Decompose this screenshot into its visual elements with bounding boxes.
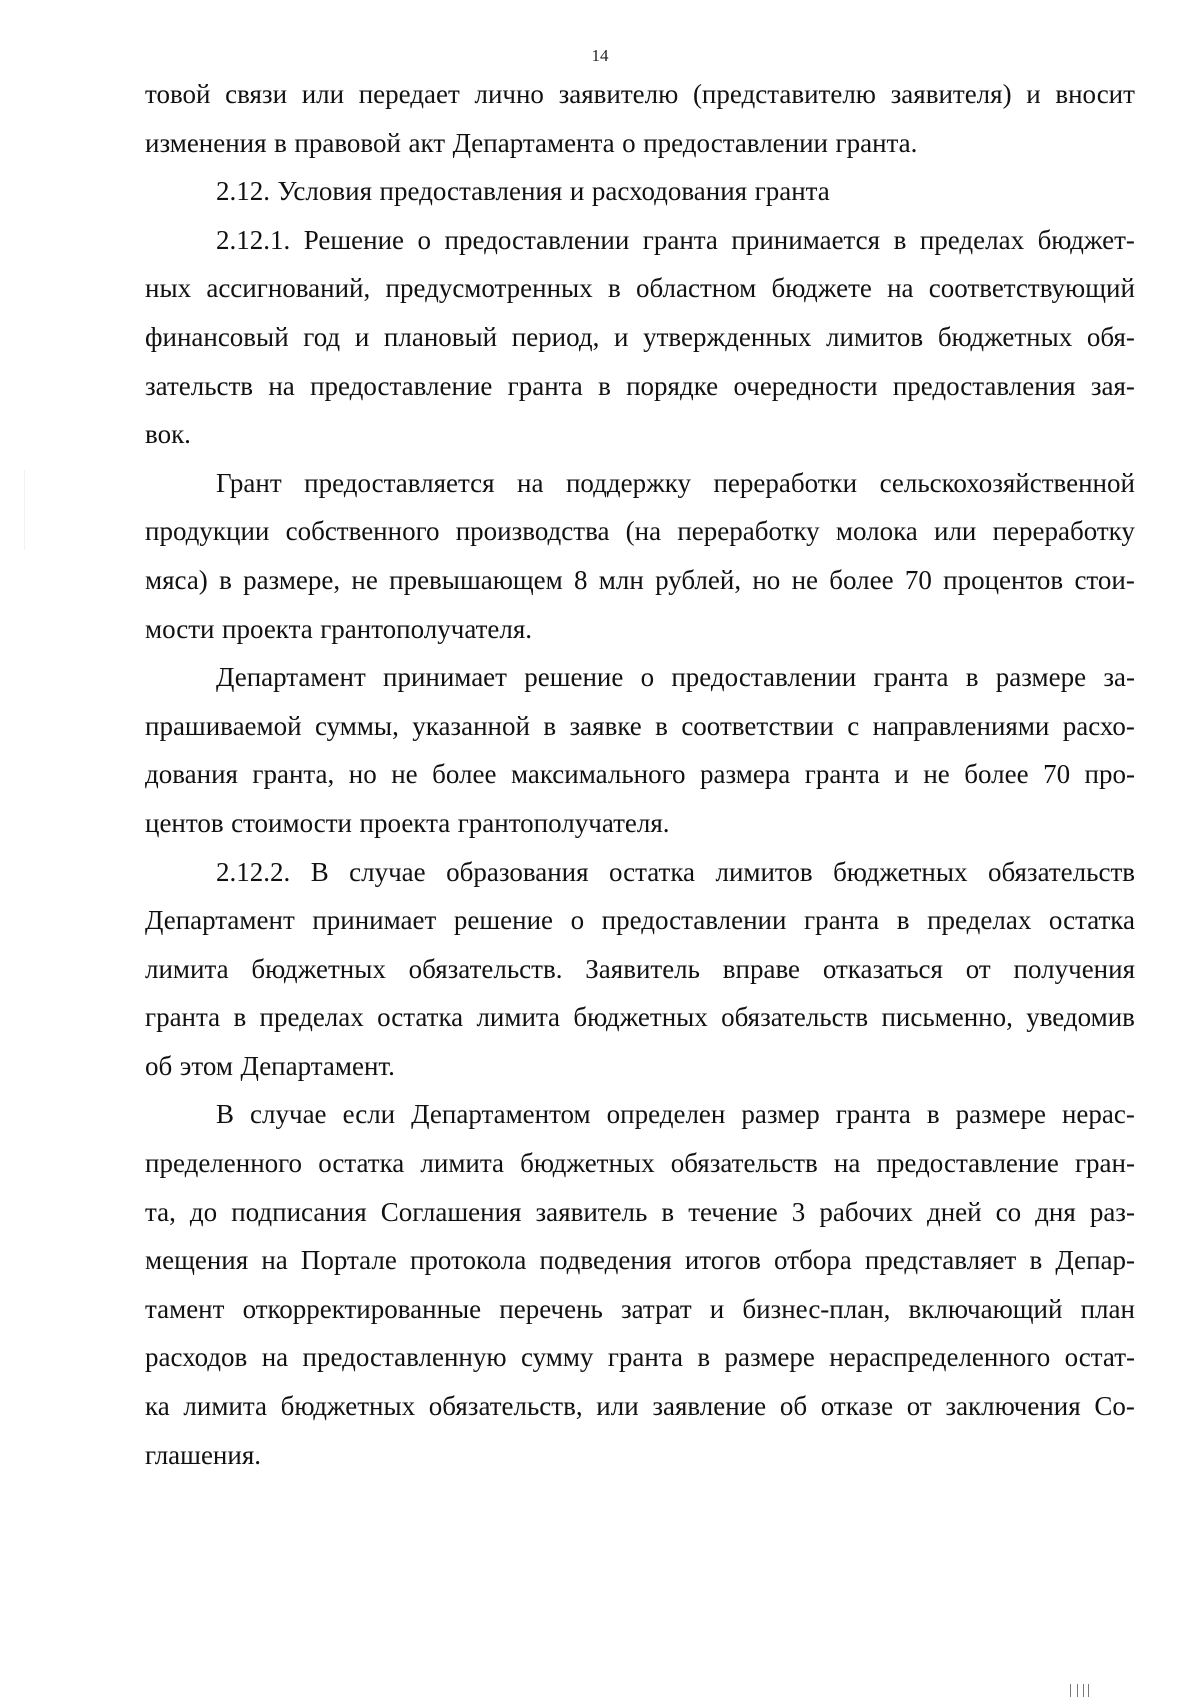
word: письменно, [881, 1002, 1013, 1033]
word: млн [598, 564, 644, 595]
word: ка [145, 1391, 170, 1422]
word: Заявитель [585, 953, 700, 984]
word: в [926, 1099, 940, 1130]
word: затрат [620, 1293, 692, 1324]
word: на [268, 370, 295, 401]
word: В [216, 1099, 235, 1130]
word: вправе [722, 953, 801, 984]
text-line [145, 945, 1135, 994]
word: обязательств, [428, 1391, 583, 1422]
word: вносит [1055, 79, 1135, 109]
word: бюджете [771, 273, 872, 304]
word: не [923, 759, 950, 790]
word: пределах [259, 1002, 364, 1033]
word: от [906, 1391, 932, 1422]
word: пределенного [145, 1148, 303, 1179]
word: размере [955, 1099, 1046, 1130]
word: очередности [733, 370, 878, 401]
word: проекта [222, 613, 313, 644]
word: 8 [574, 564, 588, 595]
word: гранта [754, 176, 830, 207]
paragraph [145, 459, 1135, 653]
word: в [274, 127, 287, 158]
text-line [145, 264, 1135, 313]
word: обязательств. [408, 953, 563, 984]
word: грантополучателя. [320, 613, 533, 644]
word: откорректированные [242, 1293, 482, 1324]
word: гран- [1074, 1148, 1135, 1179]
paragraph [145, 216, 1135, 459]
word: за- [1103, 662, 1135, 693]
text-line [145, 1090, 1135, 1139]
word: бюджетных [251, 953, 386, 984]
word: лично [474, 79, 544, 109]
word: лимита [476, 1002, 561, 1033]
word: определен [606, 1099, 726, 1130]
word: лимита [145, 953, 229, 984]
word: предоставление [310, 370, 493, 401]
word: более [964, 759, 1029, 790]
word: или [596, 1391, 639, 1422]
word: более [432, 759, 497, 790]
word: но [752, 564, 781, 595]
word: мяса) [145, 564, 208, 595]
paragraph [145, 167, 1135, 216]
word: об [779, 1391, 808, 1422]
word: гранта [873, 662, 949, 693]
word: представляет [864, 1245, 1017, 1276]
word: более [829, 564, 894, 595]
word: год [303, 321, 341, 352]
page-number: 14 [591, 46, 609, 65]
word: Департамент [145, 905, 295, 936]
word: гранта [804, 905, 880, 936]
word: гранта [642, 224, 718, 255]
word: 70 [904, 564, 932, 595]
text-line [145, 750, 1135, 799]
word: план [1080, 1293, 1135, 1324]
word: зая- [1090, 370, 1135, 401]
word: об [145, 1050, 173, 1081]
word: обя- [1086, 321, 1135, 352]
word: 2.12. [216, 176, 270, 207]
word: случае [349, 856, 426, 887]
word: получения [1013, 953, 1135, 984]
word: обязательств [987, 856, 1135, 887]
word: продукции [145, 516, 270, 547]
word: и [709, 1293, 725, 1324]
word: мещения [145, 1245, 249, 1276]
word: максимального [510, 759, 686, 790]
word: предоставлении [444, 224, 630, 255]
word: в [697, 1342, 711, 1373]
word: процентов [943, 564, 1064, 595]
word: мости [145, 613, 215, 644]
word: Департамента [452, 127, 615, 158]
word: предоставлении [671, 662, 857, 693]
word: поддержку [565, 467, 691, 498]
word: молока [835, 516, 918, 547]
word: 2.12.2. [216, 856, 291, 887]
text-line [145, 896, 1135, 945]
word: глашения. [145, 1439, 262, 1470]
word: этом [179, 1050, 233, 1081]
word: гранта [145, 1002, 221, 1033]
word: расхо- [1062, 710, 1135, 741]
word: остат- [1064, 1342, 1135, 1373]
word: утвержденных [643, 321, 812, 352]
word: акт [408, 127, 446, 158]
word: вок. [145, 419, 191, 450]
word: итогов [684, 1245, 761, 1276]
word: решение [524, 662, 624, 693]
word: бизнес-план, [742, 1293, 891, 1324]
word: предоставление [876, 1148, 1059, 1179]
word: о [570, 905, 585, 936]
text-line [145, 1236, 1135, 1285]
word: течение [688, 1196, 778, 1227]
text-line [145, 556, 1135, 605]
word: принимается [731, 224, 881, 255]
word: бюджет- [1037, 224, 1135, 255]
word: лимитов [826, 321, 924, 352]
word: и [894, 759, 909, 790]
text-line [145, 507, 1135, 556]
word: на [517, 467, 544, 498]
word: период, [511, 321, 600, 352]
word: товой [145, 79, 211, 109]
word: про- [1084, 759, 1135, 790]
text-line [145, 702, 1135, 751]
word: соответствующий [928, 273, 1135, 304]
text-line [145, 313, 1135, 362]
text-line [145, 1431, 1135, 1480]
word: ных [145, 273, 192, 304]
word: дования [145, 759, 238, 790]
word: и [613, 321, 629, 352]
word: предоставлении [601, 905, 787, 936]
word: отбора [774, 1245, 852, 1276]
word: Соглашения [380, 1196, 522, 1227]
word: заявке [569, 710, 642, 741]
word: прашиваемой [145, 710, 302, 741]
word: если [342, 1099, 396, 1130]
word: финансовый [145, 321, 289, 352]
word: обязательств [670, 1148, 818, 1179]
word: о [417, 224, 432, 255]
word: проекта [359, 807, 451, 838]
word: размере, [243, 564, 341, 595]
word: дня [1035, 1196, 1076, 1227]
word: ассигнований, [206, 273, 371, 304]
word: изменения [145, 127, 267, 158]
word: тамент [145, 1293, 225, 1324]
word: гранта [507, 370, 583, 401]
word: гранта, [252, 759, 335, 790]
word: случае [250, 1099, 327, 1130]
word: раз- [1089, 1196, 1135, 1227]
word: Портале [300, 1245, 397, 1276]
word: переработку [677, 516, 820, 547]
word: в [661, 1196, 675, 1227]
word: в [233, 1002, 247, 1033]
word: размера [699, 759, 791, 790]
word: на [261, 1342, 289, 1373]
paragraph [145, 653, 1135, 847]
text-line [145, 993, 1135, 1042]
word: Условия [277, 176, 372, 207]
paragraph [145, 70, 1135, 167]
word: Грант [216, 467, 282, 498]
word: заключения [945, 1391, 1081, 1422]
word: Депар- [1055, 1245, 1135, 1276]
word: отказаться [822, 953, 943, 984]
text-line [145, 362, 1135, 411]
word: плановый [383, 321, 498, 352]
word: расходов [145, 1342, 248, 1373]
word: предоставления [379, 176, 563, 207]
word: грантополучателя. [457, 807, 670, 838]
word: предоставлении [643, 127, 828, 158]
word: в [598, 370, 611, 401]
word: Департамент [216, 662, 366, 693]
word: пределах [919, 224, 1025, 255]
word: бюджетных [280, 1391, 416, 1422]
word: или [934, 516, 977, 547]
word: в [1029, 1245, 1043, 1276]
word: пределах [927, 905, 1032, 936]
word: заявителю [558, 79, 679, 109]
word: остатка [1048, 905, 1135, 936]
word: до [189, 1196, 218, 1227]
text-line [145, 1285, 1135, 1334]
word: гранта [835, 1099, 911, 1130]
word: стоимости [231, 807, 352, 838]
word: подписания [231, 1196, 367, 1227]
word: не [351, 564, 378, 595]
word: связи [225, 79, 288, 109]
word: собственного [285, 516, 440, 547]
text-line [145, 1333, 1135, 1382]
word: остатка [318, 1148, 405, 1179]
word: бюджетных [573, 1002, 708, 1033]
word: заявление [652, 1391, 767, 1422]
word: гранта [607, 1342, 683, 1373]
word: гранта. [835, 127, 918, 158]
word: 2.12.1. [216, 224, 291, 255]
word: остатка [608, 856, 696, 887]
text-line [145, 119, 1135, 168]
word: зательств [145, 370, 254, 401]
word: центов [145, 807, 224, 838]
word: 3 [791, 1196, 806, 1227]
word: с [847, 710, 860, 741]
word: дней [926, 1196, 982, 1227]
word: В [310, 856, 329, 887]
word: и [1026, 79, 1041, 109]
word: включающий [908, 1293, 1063, 1324]
word: расходования [591, 176, 748, 207]
word: нерас- [1061, 1099, 1135, 1130]
word: отказе [820, 1391, 894, 1422]
word: Со- [1094, 1391, 1135, 1422]
word: соответствии [681, 710, 834, 741]
word: Департаментом [411, 1099, 591, 1130]
word: на [887, 273, 914, 304]
word: протокола [409, 1245, 527, 1276]
text-line [145, 410, 1135, 459]
word: заявителя) [890, 79, 1012, 109]
text-line [145, 70, 1135, 119]
word: лимита [183, 1391, 267, 1422]
text-line [145, 653, 1135, 702]
text-line [145, 167, 1135, 216]
word: та, [145, 1196, 176, 1227]
word: рабочих [819, 1196, 913, 1227]
word: в [219, 564, 232, 595]
word: на [833, 1148, 861, 1179]
document-body [145, 70, 1135, 1479]
word: перечень [499, 1293, 603, 1324]
word: гранта [804, 759, 880, 790]
word: уведомив [1026, 1002, 1135, 1033]
word: Решение [303, 224, 405, 255]
word: о [622, 127, 636, 158]
word: предусмотренных [385, 273, 593, 304]
word: в [965, 662, 979, 693]
word: стои- [1074, 564, 1135, 595]
text-line [145, 1042, 1135, 1091]
word: подведения [539, 1245, 672, 1276]
word: бюджетных [833, 856, 968, 887]
text-line [145, 216, 1135, 265]
word: обязательств [721, 1002, 869, 1033]
word: областном [635, 273, 757, 304]
word: не [791, 564, 819, 595]
word: бюджетных [520, 1148, 655, 1179]
word: в [543, 710, 557, 741]
paragraph [145, 1090, 1135, 1479]
word: указанной [412, 710, 530, 741]
word: со [995, 1196, 1022, 1227]
word: правовой [294, 127, 401, 158]
word: (представителю [692, 79, 876, 109]
word: или [301, 79, 345, 109]
word: в [655, 710, 668, 741]
word: не [391, 759, 418, 790]
word: в [893, 224, 907, 255]
word: о [640, 662, 655, 693]
word: образования [446, 856, 589, 887]
word: бюджетных [937, 321, 1073, 352]
text-line [145, 799, 1135, 848]
text-line [145, 1188, 1135, 1237]
word: превышающем [389, 564, 563, 595]
text-line [145, 605, 1135, 654]
word: сумму [520, 1342, 594, 1373]
scan-edge-marks [1068, 1684, 1108, 1697]
word: в [896, 905, 910, 936]
word: порядке [626, 370, 719, 401]
paragraph [145, 848, 1135, 1091]
word: и [569, 176, 585, 207]
scan-margin-mark [24, 470, 25, 550]
word: принимает [312, 905, 437, 936]
word: лимитов [715, 856, 813, 887]
word: на [261, 1245, 288, 1276]
word: принимает [383, 662, 507, 693]
word: и [354, 321, 370, 352]
text-line [145, 459, 1135, 508]
word: решение [453, 905, 554, 936]
text-line [145, 1382, 1135, 1431]
word: заявитель [535, 1196, 648, 1227]
word: размере [724, 1342, 815, 1373]
word: (на [625, 516, 662, 547]
word: передает [358, 79, 460, 109]
word: рублей, [655, 564, 742, 595]
word: предоставляется [304, 467, 495, 498]
word: но [348, 759, 377, 790]
word: остатка [377, 1002, 464, 1033]
word: лимита [420, 1148, 504, 1179]
word: суммы, [314, 710, 399, 741]
word: переработки [713, 467, 858, 498]
word: направлениями [872, 710, 1050, 741]
word: размер [741, 1099, 820, 1130]
word: производства [455, 516, 610, 547]
text-line [145, 1139, 1135, 1188]
word: предоставления [892, 370, 1076, 401]
word: предоставленную [302, 1342, 507, 1373]
word: сельскохозяйственной [879, 467, 1135, 498]
word: размере [995, 662, 1087, 693]
word: переработку [992, 516, 1135, 547]
word: от [965, 953, 991, 984]
word: в [607, 273, 621, 304]
word: Департамент. [240, 1050, 395, 1081]
word: нераспределенного [829, 1342, 1051, 1373]
word: 70 [1043, 759, 1071, 790]
text-line [145, 848, 1135, 897]
